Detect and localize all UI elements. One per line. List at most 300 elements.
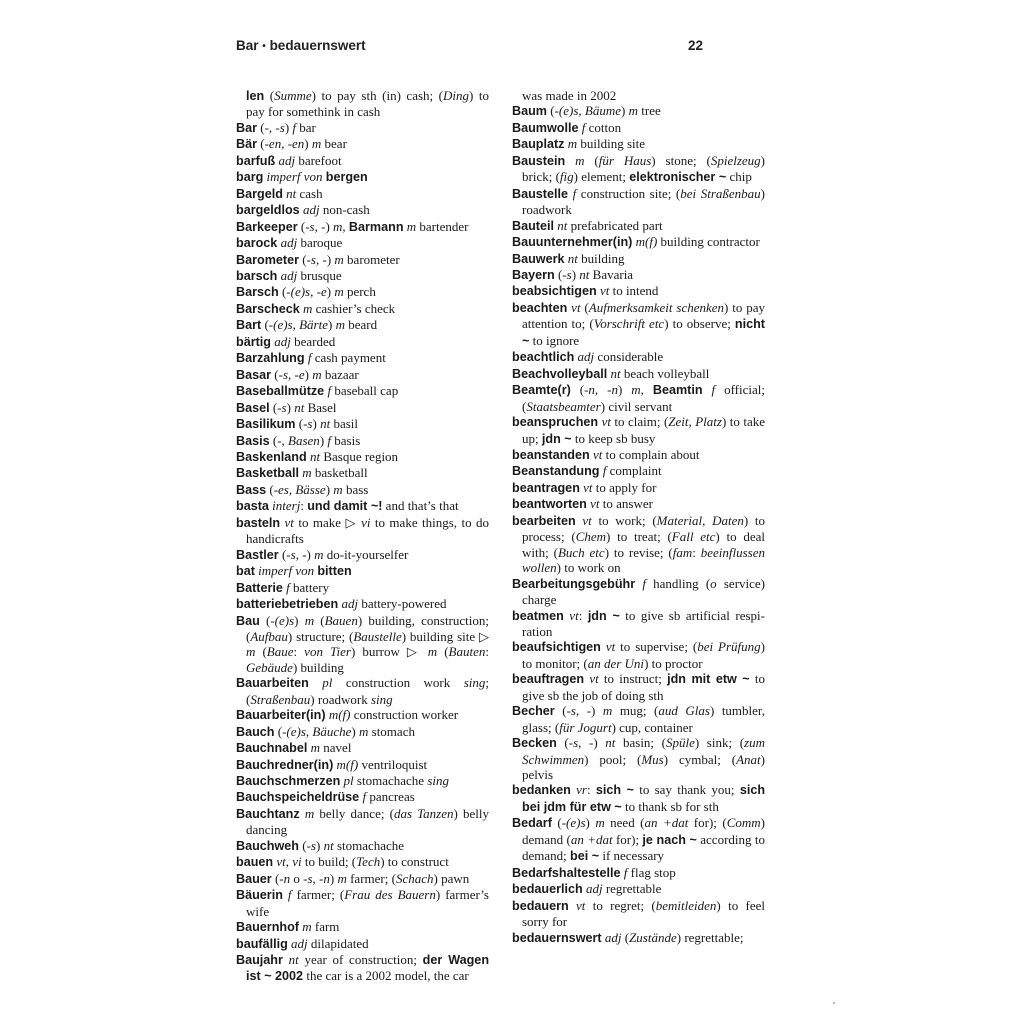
definition-text: navel [320,740,352,756]
headword-text: Bearbeitungsgebühr [512,576,636,591]
definition-text: ) cymbal; ( [663,751,737,767]
headword-text: Bäuerin [236,888,283,903]
grammar-label: m(f) [328,707,351,723]
dictionary-entry [236,416,489,432]
grammar-label: adj [291,935,308,951]
dictionary-entry [236,400,489,416]
running-header [236,38,766,58]
dictionary-entry [236,449,489,465]
grammar-label: Fall etc [671,529,716,545]
definition-text: was made in 2002 [522,88,617,103]
dictionary-entry [236,465,489,481]
headword-text: Bauplatz [512,137,565,152]
headword-text: beatmen [512,608,564,623]
headword-text: Basilikum [236,417,296,432]
grammar-label: -s [306,251,316,267]
definition-text: ) [325,481,334,497]
definition-text: : [578,607,588,623]
grammar-label: vt [589,671,599,687]
dictionary-entry [236,707,489,723]
definition-text: official; ( [522,382,765,414]
dictionary-entry [236,806,489,838]
headword-text: Basis [236,433,270,448]
definition-text: : [293,644,305,660]
definition-text: , -) [315,251,335,267]
dictionary-entry [236,169,489,185]
dictionary-entry [512,153,765,186]
dictionary-entry [236,120,489,136]
definition-text: ) [304,366,313,382]
headword-text: barfuß [236,153,276,168]
dictionary-entry [236,383,489,399]
definition-text: ) [286,399,295,415]
definition-text: building site [577,136,646,152]
entry-continuation [512,88,765,103]
grammar-label: -(e)s, Bärte [268,317,328,333]
grammar-label: f [327,432,332,448]
grammar-label: Gebäude [246,659,293,675]
definition-text: ) [319,432,328,448]
grammar-label: Spielzeug [710,152,761,168]
headword-text: baufällig [236,936,288,951]
dictionary-entry [512,735,765,782]
grammar-label: vt [576,897,586,913]
grammar-label: Straßenbau [250,691,311,707]
definition-text: ) brick; ( [522,152,765,185]
definition-text: basketball [311,465,368,481]
grammar-label: Basen [288,432,320,448]
grammar-label: vt, vi [276,854,302,870]
dictionary-entry [512,782,765,815]
dictionary-entry [512,414,765,447]
grammar-label: vt [569,607,579,623]
definition-text: ) to deal with; ( [522,529,765,560]
grammar-label: imperf von [266,169,323,185]
grammar-label: -s [286,546,296,562]
headword-text: Bauteil [512,218,554,233]
definition-text: and that’s that [382,498,459,514]
definition-text: ) [329,870,338,886]
definition-text: ( [547,103,555,119]
definition-text: ( [584,152,599,168]
definition-text: battery-powered [358,596,447,612]
definition-text: chip [726,169,752,185]
headword-text: bergen [325,170,368,185]
definition-text: baroque [297,235,343,251]
definition-text: farm [311,919,340,935]
grammar-label: nt [579,266,590,282]
definition-text: ) pelvis [522,751,765,783]
grammar-label: m [575,152,585,168]
dictionary-entry [236,596,489,612]
definition-text: prefabricated part [567,217,663,233]
dictionary-entry [236,936,489,952]
definition-text: to regret; ( [585,897,656,913]
definition-text: construction work [332,675,464,691]
definition-text: ) to work on [556,560,621,576]
grammar-label: für Jogurt [559,719,612,735]
grammar-label: m [304,805,315,821]
grammar-label: f [362,789,367,805]
headword-text: beachtlich [512,350,575,365]
definition-text: considerable [594,349,664,365]
definition-text: ) to pay for somethink in cash [246,88,489,120]
dictionary-entry [512,300,765,349]
headword-text: der Wagen ist ~ 2002 [246,953,490,984]
definition-text [309,675,322,690]
definition-text: cash payment [311,350,386,366]
headword-text: Bar [236,120,257,135]
definition-text: ( [264,88,275,103]
dictionary-entry [236,740,489,756]
definition-text: stomach [368,723,415,739]
headword-text: Bauchweh [236,838,299,853]
headword-text: sich ~ [595,783,634,798]
definition-text: flag stop [627,864,676,880]
headword-text: Baustein [512,153,566,168]
dictionary-entry [236,547,489,563]
grammar-label: m [302,465,312,481]
grammar-label: Ding [443,88,470,103]
dictionary-entry [236,334,489,350]
headword-text: beauftragen [512,672,585,687]
definition-text: ( [580,299,589,315]
grammar-label: adj [577,349,595,365]
definition-text: ) to observe; [664,316,735,332]
headword-text: Bedarfshaltestelle [512,865,621,880]
grammar-label: -s [566,703,576,719]
definition-text: construction site; ( [576,185,681,201]
headword-text: Bedarf [512,816,552,831]
grammar-label: vt [582,512,592,528]
dictionary-entry [236,498,489,514]
definition-text: bass [342,481,369,497]
headword-text: barg [236,170,264,185]
headword-text: beanstanden [512,447,590,462]
headword-text: Bär [236,137,257,152]
dictionary-entry [236,952,489,985]
dictionary-entry [236,186,489,202]
definition-text: ) belly dancing [246,805,489,838]
grammar-label: Baue [266,644,294,660]
definition-text: perch [343,284,376,300]
grammar-label: nt [286,185,297,201]
headword-text: bat [236,564,255,579]
headword-text: Beanstandung [512,464,600,479]
grammar-label: -(e)s [561,815,586,831]
headword-text: Barometer [236,252,299,267]
definition-text: , -) [578,735,606,751]
definition-text: bearded [290,333,336,349]
running-head-separator: • [262,41,266,52]
headword-text: bitten [317,564,352,579]
definition-text: farmer; ( [346,870,396,886]
dictionary-entry [512,815,765,864]
grammar-label: m [310,740,321,756]
headword-text: bearbeiten [512,513,576,528]
headword-text: Barkeeper [236,219,298,234]
headword-text: Beachvolleyball [512,366,608,381]
grammar-label: -en, -en [264,136,305,152]
headword-text: Barmann [348,219,404,234]
headword-text: basteln [236,515,281,530]
grammar-label: -(e)s [270,612,295,628]
grammar-label: interj [272,498,301,514]
dictionary-entry [236,301,489,317]
definition-text: ( [295,416,304,432]
dictionary-entry [236,854,489,870]
grammar-label: vt [592,446,603,462]
definition-text: ) [585,815,596,831]
definition-text: , [640,382,653,398]
dictionary-entry [236,789,489,805]
definition-text: ( [570,382,585,398]
headword-text: jdn ~ [541,431,572,446]
definition-text: ) to pay sth (in) cash; ( [311,88,444,103]
definition-text: ( [299,251,307,267]
dictionary-entry [512,447,765,463]
headword-text: bedauernswert [512,930,602,945]
grammar-label: bei Straßenbau [680,185,761,201]
headword-text: beachten [512,300,568,315]
definition-text: to give sb artificial respiration [522,607,765,639]
grammar-label: sing [370,691,393,707]
definition-text: ) roadwork [522,185,766,218]
entry-continuation [236,88,489,120]
headword-text: Bart [236,318,262,333]
dictionary-entry [512,480,765,496]
headword-text: sich bei jdm für etw ~ [522,783,766,814]
grammar-label: vr [576,782,587,798]
grammar-label: Schach [395,870,434,886]
definition-text: to give sb the job of doing sth [522,671,766,703]
grammar-label: -(e)s, -e [286,284,327,300]
definition-text: ) [351,723,359,739]
headword-text: basta [236,499,269,514]
grammar-label: sing [427,773,449,789]
grammar-label: fam [672,544,693,560]
definition-text: belly dance; ( [314,805,394,821]
headword-text: Baustelle [512,186,568,201]
grammar-label: f [287,887,292,903]
headword-text: Bastler [236,547,279,562]
dictionary-entry [512,103,765,119]
dictionary-entry [512,865,765,881]
definition-text: ( [621,929,630,945]
grammar-label: fig [559,169,574,185]
grammar-label: f [572,185,577,201]
grammar-label: Anat [736,751,761,767]
grammar-label: imperf von [258,563,315,579]
grammar-label: m [359,723,369,739]
grammar-label: vi [361,514,371,530]
grammar-label: m [334,284,344,300]
dictionary-entry [512,136,765,152]
grammar-label: m [406,218,417,234]
running-head [236,38,366,53]
grammar-label: m [312,366,322,382]
definition-text: to supervise; ( [615,639,698,655]
grammar-label: m [567,136,578,152]
definition-text: handling ( [645,575,711,591]
running-head-last: bedauernswert [269,38,366,53]
definition-text: pancreas [366,789,415,805]
definition-text: stomachache [333,837,405,853]
definition-text: ) stone; ( [651,152,711,168]
grammar-label: f [307,350,312,366]
headword-text: Bauunternehmer(in) [512,235,633,250]
headword-text: Bauwerk [512,251,565,266]
definition-text: baseball cap [331,383,399,399]
grammar-label: -n, -n [584,382,618,398]
definition-text: to complain about [602,446,700,462]
headword-text: Bauchnabel [236,741,308,756]
definition-text: ) [326,284,335,300]
dictionary-entry [236,136,489,152]
definition-text: to say thank you; [633,782,740,798]
grammar-label: m [314,546,324,562]
grammar-label: Staatsbeamter [526,398,601,414]
dictionary-entry [236,724,489,740]
definition-text: stomachache [353,773,428,789]
headword-text: jdn ~ [587,608,620,623]
definition-text: ) demand ( [522,815,765,847]
dictionary-entry [512,463,765,479]
headword-text: Basar [236,367,272,382]
headword-text: Barzahlung [236,351,305,366]
definition-text: barefoot [295,152,342,168]
headword-text: Barsch [236,285,279,300]
grammar-label: nt [323,837,334,853]
grammar-label: Tech [356,854,381,870]
headword-text: Bauch [236,724,275,739]
definition-text: , [342,218,349,234]
definition-text: : [692,544,701,560]
definition-text: ( [556,735,569,751]
definition-text: basin; ( [615,735,666,751]
definition-text: ( [278,284,287,300]
grammar-label: das Tanzen [393,805,454,821]
definition-text: ) to pay attention to; ( [522,299,765,332]
headword-text: bedauerlich [512,882,583,897]
grammar-label: bemitleiden [655,897,717,913]
headword-text: Bauchspeicheldrüse [236,790,360,805]
headword-text: elektronischer ~ [629,170,727,185]
dictionary-entry [512,671,765,703]
grammar-label: Zustände [629,929,677,945]
grammar-label: adj [280,235,298,251]
definition-text: year of construction; [298,952,423,968]
definition-text: to make things, to do handicrafts [246,514,490,547]
definition-text: regrettable [602,881,662,897]
definition-text: ( [266,481,274,497]
definition-text: farmer; ( [291,887,345,903]
definition-text: ) to construct [380,854,449,870]
headword-text: Bauchredner(in) [236,757,334,772]
headword-text: je nach ~ [642,832,697,847]
grammar-label: adj [302,202,320,218]
definition-text: ) to feel sorry for [522,897,765,930]
definition-text: ( [314,612,325,628]
grammar-label: m [334,251,344,267]
grammar-label: -s [562,266,572,282]
grammar-label: Zeit, Platz [668,414,722,430]
grammar-label: pl [322,675,333,691]
definition-text: ( [278,546,287,562]
definition-text: , -) [314,218,334,234]
grammar-label: vt [571,299,581,315]
definition-text [703,382,712,397]
definition-text [569,898,576,913]
definition-text [565,153,575,168]
grammar-label: vt [284,514,294,530]
definition-text: ( [437,644,449,660]
grammar-label: an der Uni [587,655,645,671]
dictionary-entry [512,349,765,365]
definition-text: beach volleyball [620,365,710,381]
definition-text: Basel [304,399,337,415]
definition-text: Bavaria [589,266,634,282]
dictionary-entry [236,153,489,169]
headword-text: Baum [512,104,547,119]
definition-text: for); [612,831,643,847]
grammar-label: f [327,383,332,399]
definition-text: ) cup, container [611,719,693,735]
grammar-label: Mus [641,751,664,767]
grammar-label: -s [306,837,316,853]
headword-text: beantworten [512,497,587,512]
grammar-label: Spüle [665,735,695,751]
definition-text: to answer [599,496,653,512]
headword-text: Bass [236,482,267,497]
dictionary-entry [236,675,489,707]
definition-text: ) farmer’s wife [246,887,489,919]
grammar-label: adj [278,152,296,168]
grammar-label: -n [279,870,291,886]
grammar-label: nt [610,365,621,381]
grammar-label: Aufmerksamkeit schenken [588,299,725,315]
grammar-label: m [333,481,343,497]
definition-text: ) [284,119,293,135]
definition-text: bazaar [321,366,359,382]
dictionary-entry [512,576,765,608]
headword-text: Baskenland [236,449,307,464]
headword-text: Batterie [236,580,283,595]
grammar-label: f [602,463,607,479]
grammar-label: m [337,870,347,886]
dictionary-column-left [236,88,489,985]
definition-text: ) tumbler, glass; ( [522,703,765,735]
definition-text: building [577,250,625,266]
running-head-first: Bar [236,38,259,53]
definition-text: to thank sb for sth [621,798,719,814]
headword-text: Bau [236,613,260,628]
grammar-label: adj [604,929,622,945]
dictionary-entry [512,366,765,382]
headword-text: nicht ~ [522,317,765,348]
grammar-label: -(e)s, Bäuche [282,723,352,739]
headword-text: beantragen [512,480,580,495]
grammar-label: m [333,218,343,234]
grammar-label: Buch etc [557,544,605,560]
definition-text: ) to proctor [644,655,703,671]
definition-text: basil [330,416,359,432]
definition-text: ) civil servant [600,398,673,414]
definition-text: ) [328,317,336,333]
headword-text: bedauern [512,898,569,913]
grammar-label: f [286,579,290,595]
definition-text: the car is a 2002 model, the car [303,968,469,984]
